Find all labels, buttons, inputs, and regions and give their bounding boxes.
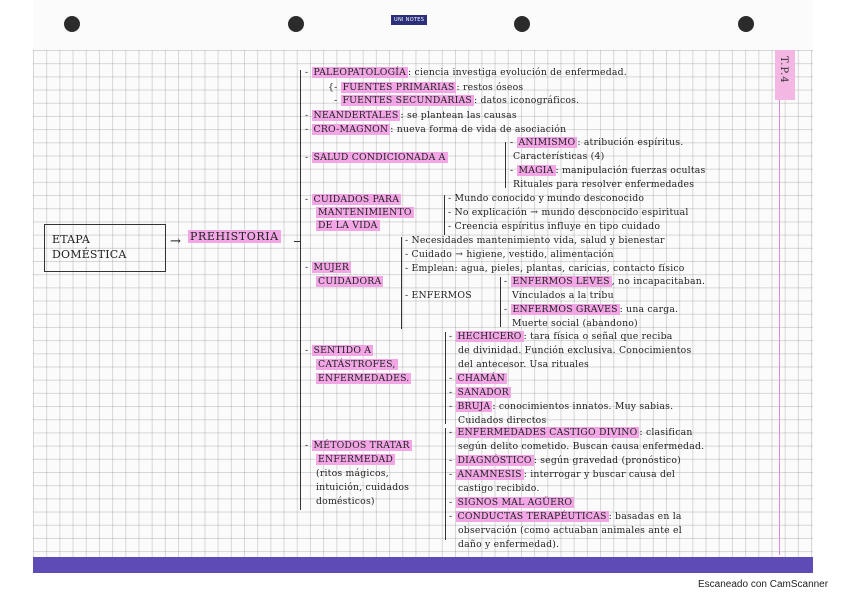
animismo-detail: Características (4) xyxy=(513,151,605,162)
metodos-label-1: - MÉTODOS TRATAR xyxy=(305,440,410,451)
enfermos-graves-detail: Muerte social (abandono) xyxy=(512,318,638,329)
brand-logo: UNI NOTES xyxy=(391,15,427,25)
enfermos-leves-line: - ENFERMOS LEVES , no incapacitaban. xyxy=(504,276,706,287)
castigo-line: - ENFERMEDADES CASTIGO DIVINO : clasifican xyxy=(449,427,693,438)
salud-brace xyxy=(505,142,506,188)
enfermos-label: - ENFERMOS xyxy=(405,290,472,301)
mujer-item: - Emplean: agua, pieles, plantas, caricias, contacto físico xyxy=(405,263,685,274)
sentido-label-3: ENFERMEDADES. xyxy=(318,373,410,384)
margin-line xyxy=(779,50,780,555)
fuentes-secundarias-line: - FUENTES SECUNDARIAS : datos iconográficos. xyxy=(334,95,580,106)
binder-hole xyxy=(738,16,754,32)
castigo-detail: según delito cometido. Buscan causa enfermedad. xyxy=(458,441,705,452)
root-title-line1: ETAPA xyxy=(52,233,91,246)
cuidados-item: - Mundo conocido y mundo desconocido xyxy=(448,193,645,204)
salud-condicionada-label: - SALUD CONDICIONADA A xyxy=(305,152,446,163)
metodos-note: (ritos mágicos, xyxy=(316,468,389,479)
chaman-line: - CHAMÁN xyxy=(449,373,506,384)
mujer-item: - Necesidades mantenimiento vida, salud y bienestar xyxy=(405,235,665,246)
bruja-detail: Cuidados directos xyxy=(458,415,547,426)
hechicero-line: - HECHICERO : tara física o señal que reciba xyxy=(449,331,673,342)
signos-line: - SIGNOS MAL AGÜERO xyxy=(449,497,573,508)
root-title-line2: DOMÉSTICA xyxy=(52,248,127,261)
binder-hole xyxy=(288,16,304,32)
metodos-note: domésticos) xyxy=(316,496,375,507)
conductas-detail: observación (como actuaban animales ante el xyxy=(458,525,682,536)
conductas-detail: daño y enfermedad). xyxy=(458,539,560,550)
cuidados-label-2: MANTENIMIENTO xyxy=(318,207,412,218)
mujer-label-1: - MUJER xyxy=(305,262,350,273)
cuidados-item: - No explicación → mundo desconocido espiritual xyxy=(448,207,689,218)
page-top-margin xyxy=(33,0,813,50)
tab-label: T.P.4 xyxy=(778,56,789,84)
hechicero-detail: del antecesor. Usa rituales xyxy=(458,359,589,370)
cuidados-label-3: DE LA VIDA xyxy=(318,220,378,231)
diagnostico-line: - DIAGNÓSTICO : según gravedad (pronóstico) xyxy=(449,455,681,466)
metodos-brace xyxy=(445,428,446,540)
metodos-note: intuición, cuidados xyxy=(316,482,410,493)
sanador-line: - SANADOR xyxy=(449,387,509,398)
hechicero-detail: de divinidad. Función exclusiva. Conocimientos xyxy=(458,345,692,356)
cuidados-label-1: - CUIDADOS PARA xyxy=(305,194,400,205)
animismo-line: - ANIMISMO : atribución espíritus. xyxy=(510,137,684,148)
anamnesis-line: - ANAMNESIS : interrogar y buscar causa del xyxy=(449,469,676,480)
mujer-brace xyxy=(401,237,402,329)
anamnesis-detail: castigo recibido. xyxy=(458,483,540,494)
sentido-label-2: CATÁSTROFES, xyxy=(318,359,396,370)
bruja-line: - BRUJA : conocimientos innatos. Muy sabias. xyxy=(449,401,674,412)
cuidados-item: - Creencia espíritus influye en tipo cuidado xyxy=(448,221,661,232)
conductas-line: - CONDUCTAS TERAPÉUTICAS : basadas en la xyxy=(449,511,682,522)
enfermos-brace xyxy=(500,277,501,327)
arrow-icon: → xyxy=(170,234,182,249)
main-brace xyxy=(300,70,301,510)
main-brace-tip xyxy=(294,241,300,242)
binder-hole xyxy=(64,16,80,32)
magia-line: - MAGIA : manipulación fuerzas ocultas xyxy=(510,165,706,176)
neandertales-line: - NEANDERTALES : se plantean las causas xyxy=(305,110,517,121)
scanner-watermark: Escaneado con CamScanner xyxy=(698,579,829,590)
cromagnon-line: - CRO-MAGNON : nueva forma de vida de asociación xyxy=(305,124,567,135)
enfermos-graves-line: - ENFERMOS GRAVES : una carga. xyxy=(504,304,679,315)
sentido-label-1: - SENTIDO A xyxy=(305,345,372,356)
sentido-brace xyxy=(445,332,446,424)
mujer-item: - Cuidado → higiene, vestido, alimentación xyxy=(405,249,614,260)
binder-hole xyxy=(514,16,530,32)
fuentes-primarias-line: {- FUENTES PRIMARIAS : restos óseos xyxy=(328,82,524,93)
cuidados-brace xyxy=(444,195,445,235)
paleopatologia-line: - PALEOPATOLOGÍA : ciencia investiga evolución de enfermedad. xyxy=(305,67,627,78)
main-topic: PREHISTORIA xyxy=(190,230,279,243)
metodos-label-2: ENFERMEDAD xyxy=(318,454,394,465)
magia-detail: Rituales para resolver enfermedades xyxy=(513,179,695,190)
enfermos-leves-detail: Vinculados a la tribu xyxy=(512,290,614,301)
page-bottom-band xyxy=(33,557,813,573)
mujer-label-2: CUIDADORA xyxy=(318,276,382,287)
